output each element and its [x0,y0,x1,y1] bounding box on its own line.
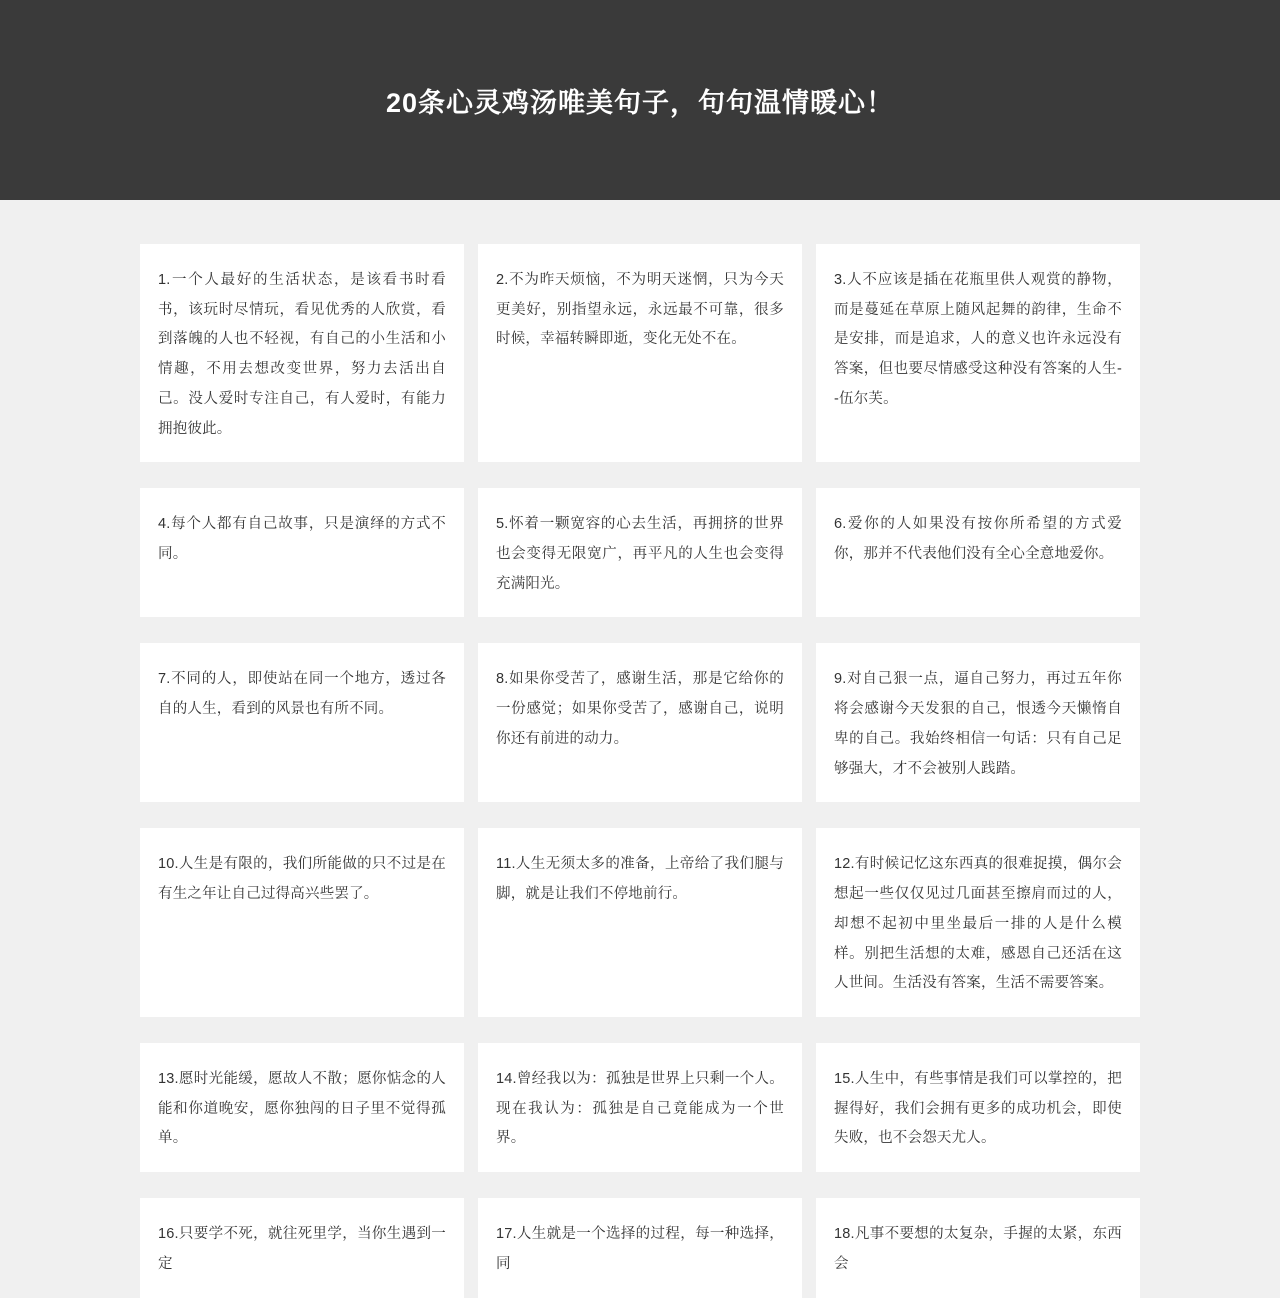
quote-card [140,244,464,462]
quote-text: 13.愿时光能缓，愿故人不散；愿你惦念的人能和你道晚安，愿你独闯的日子里不觉得孤单。 [158,1070,446,1147]
quote-card [816,1043,1140,1172]
quote-text: 10.人生是有限的，我们所能做的只不过是在有生之年让自己过得高兴些罢了。 [158,856,446,903]
quote-card [140,1043,464,1172]
quote-text: 9.对自己狠一点，逼自己努力，再过五年你将会感谢今天发狠的自己，恨透今天懒惰自卑的自己。我始终相信一句话：只有自己足够强大，才不会被别人践踏。 [834,671,1122,777]
quote-text: 3.人不应该是插在花瓶里供人观赏的静物，而是蔓延在草原上随风起舞的韵律，生命不是安排，而是追求，人的意义也许永远没有答案，但也要尽情感受这种没有答案的人生--伍尔芙。 [834,272,1122,407]
quote-card [478,244,802,462]
quote-card [478,1043,802,1172]
quote-card [478,488,802,617]
quote-card [816,244,1140,462]
quote-card [140,643,464,802]
quote-card [816,1198,1140,1297]
quote-text: 4.每个人都有自己故事，只是演绎的方式不同。 [158,516,446,563]
quote-card [816,488,1140,617]
quote-text: 16.只要学不死，就往死里学，当你生遇到一定 [158,1226,446,1272]
quote-text: 8.如果你受苦了，感谢生活，那是它给你的一份感觉；如果你受苦了，感谢自己，说明你还有前进的动力。 [496,671,784,747]
quote-text: 1.一个人最好的生活状态，是该看书时看书，该玩时尽情玩，看见优秀的人欣赏，看到落魄的人也不轻视，有自己的小生活和小情趣，不用去想改变世界，努力去活出自己。没人爱时专注自己，有人爱时，有能力拥抱彼此。 [158,272,446,437]
quote-card [478,1198,802,1297]
quote-text: 18.凡事不要想的太复杂，手握的太紧，东西会 [834,1226,1122,1272]
page-title: 20条心灵鸡汤唯美句子，句句温情暖心！ [385,87,895,118]
content-area [0,200,1280,1298]
quote-text: 15.人生中，有些事情是我们可以掌控的，把握得好，我们会拥有更多的成功机会，即使失败，也不会怨天尤人。 [834,1070,1122,1147]
quote-text: 17.人生就是一个选择的过程，每一种选择，同 [496,1226,784,1272]
quote-text: 12.有时候记忆这东西真的很难捉摸，偶尔会想起一些仅仅见过几面甚至擦肩而过的人，却想不起初中里坐最后一排的人是什么模样。别把生活想的太难，感恩自己还活在这人世间。生活没有答案，生活不需要答案。 [834,856,1122,992]
page-header [0,0,1280,200]
quote-card [478,643,802,802]
quote-text: 11.人生无须太多的准备，上帝给了我们腿与脚，就是让我们不停地前行。 [496,856,784,903]
quote-grid [140,244,1140,1298]
quote-text: 6.爱你的人如果没有按你所希望的方式爱你，那并不代表他们没有全心全意地爱你。 [834,516,1122,563]
quote-card [140,1198,464,1297]
quote-text: 2.不为昨天烦恼，不为明天迷惘，只为今天更美好，别指望永远，永远最不可靠，很多时候，幸福转瞬即逝，变化无处不在。 [496,272,784,348]
quote-text: 5.怀着一颗宽容的心去生活，再拥挤的世界也会变得无限宽广，再平凡的人生也会变得充满阳光。 [496,516,784,592]
quote-card [816,643,1140,802]
quote-card [140,488,464,617]
quote-card [816,828,1140,1017]
quote-card [140,828,464,1017]
quote-text: 7.不同的人，即使站在同一个地方，透过各自的人生，看到的风景也有所不同。 [158,671,446,718]
quote-card [478,828,802,1017]
quote-text: 14.曾经我以为：孤独是世界上只剩一个人。现在我认为：孤独是自己竟能成为一个世界。 [496,1070,784,1147]
